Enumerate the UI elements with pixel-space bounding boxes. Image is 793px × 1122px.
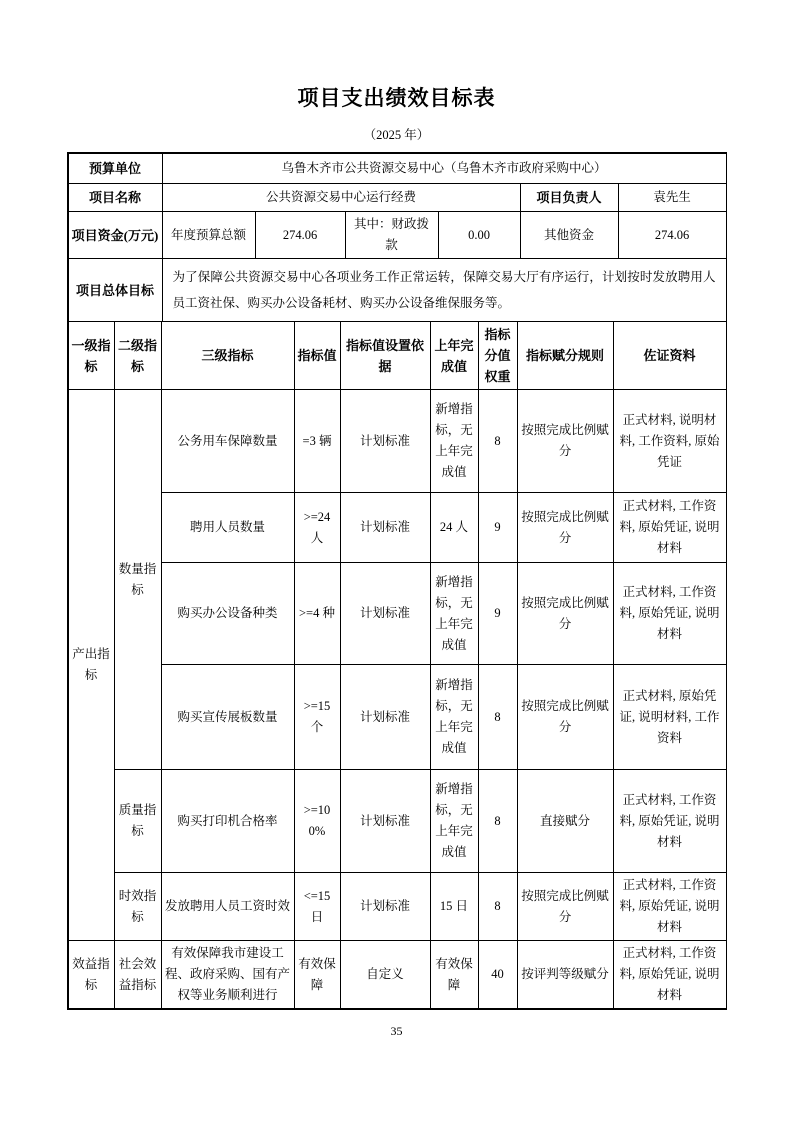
project-funds-row bbox=[68, 212, 726, 259]
cell-evidence: 正式材料, 原始凭证, 说明材料, 工作资料 bbox=[613, 665, 726, 770]
cell-rule: 按照完成比例赋分 bbox=[517, 873, 613, 941]
cell-rule: 按照完成比例赋分 bbox=[517, 563, 613, 665]
cell-weight: 40 bbox=[478, 941, 517, 1009]
project-leader-value: 袁先生 bbox=[618, 184, 726, 212]
cell-prev-year: 有效保障 bbox=[430, 941, 478, 1009]
project-leader-label: 项目负责人 bbox=[520, 184, 618, 212]
cell-level1: 产出指标 bbox=[68, 390, 114, 941]
cell-level3: 发放聘用人员工资时效 bbox=[161, 873, 294, 941]
table-row bbox=[68, 941, 726, 1009]
cell-level3: 购买办公设备种类 bbox=[161, 563, 294, 665]
other-funds-value: 274.06 bbox=[618, 212, 726, 259]
cell-basis: 计划标准 bbox=[340, 770, 430, 873]
fiscal-allocation-value: 0.00 bbox=[438, 212, 520, 259]
header-level1: 一级指标 bbox=[68, 322, 114, 390]
cell-weight: 9 bbox=[478, 563, 517, 665]
cell-basis: 计划标准 bbox=[340, 563, 430, 665]
cell-prev-year: 新增指标，无上年完成值 bbox=[430, 665, 478, 770]
cell-value: >=4 种 bbox=[294, 563, 340, 665]
overall-goal-row bbox=[68, 259, 726, 322]
cell-value: 有效保障 bbox=[294, 941, 340, 1009]
cell-evidence: 正式材料, 说明材料, 工作资料, 原始凭证 bbox=[613, 390, 726, 493]
cell-evidence: 正式材料, 工作资料, 原始凭证, 说明材料 bbox=[613, 941, 726, 1009]
cell-rule: 按照完成比例赋分 bbox=[517, 390, 613, 493]
header-weight: 指标分值权重 bbox=[478, 322, 517, 390]
cell-basis: 计划标准 bbox=[340, 665, 430, 770]
page-number: 35 bbox=[390, 1024, 403, 1038]
cell-prev-year: 24 人 bbox=[430, 493, 478, 563]
project-name-row bbox=[68, 184, 726, 212]
overall-goal-value: 为了保障公共资源交易中心各项业务工作正常运转，保障交易大厅有序运行，计划按时发放聘用人员工资社保、购买办公设备耗材、购买办公设备维保服务等。 bbox=[162, 259, 726, 322]
cell-prev-year: 新增指标，无上年完成值 bbox=[430, 390, 478, 493]
cell-evidence: 正式材料, 工作资料, 原始凭证, 说明材料 bbox=[613, 563, 726, 665]
cell-value: >=24 人 bbox=[294, 493, 340, 563]
page-title: 项目支出绩效目标表 bbox=[297, 86, 496, 110]
cell-level2: 社会效益指标 bbox=[114, 941, 161, 1009]
header-basis: 指标值设置依据 bbox=[340, 322, 430, 390]
cell-level2: 质量指标 bbox=[114, 770, 161, 873]
header-level3: 三级指标 bbox=[161, 322, 294, 390]
project-name-value: 公共资源交易中心运行经费 bbox=[162, 184, 520, 212]
cell-level3: 公务用车保障数量 bbox=[161, 390, 294, 493]
cell-evidence: 正式材料, 工作资料, 原始凭证, 说明材料 bbox=[613, 493, 726, 563]
header-level2: 二级指标 bbox=[114, 322, 161, 390]
cell-level3: 有效保障我市建设工程、政府采购、国有产权等业务顺利进行 bbox=[161, 941, 294, 1009]
cell-rule: 按照完成比例赋分 bbox=[517, 665, 613, 770]
cell-rule: 按照完成比例赋分 bbox=[517, 493, 613, 563]
cell-weight: 9 bbox=[478, 493, 517, 563]
cell-level3: 购买宣传展板数量 bbox=[161, 665, 294, 770]
page-subtitle: （2025 年） bbox=[363, 128, 430, 142]
cell-level1: 效益指标 bbox=[68, 941, 114, 1009]
project-info-table bbox=[68, 153, 727, 322]
indicator-header-row bbox=[68, 322, 726, 390]
budget-unit-value: 乌鲁木齐市公共资源交易中心（乌鲁木齐市政府采购中心） bbox=[162, 154, 726, 184]
project-funds-label: 项目资金(万元) bbox=[68, 212, 162, 259]
cell-value: >=100% bbox=[294, 770, 340, 873]
table-row bbox=[68, 563, 726, 665]
cell-weight: 8 bbox=[478, 770, 517, 873]
cell-prev-year: 新增指标，无上年完成值 bbox=[430, 770, 478, 873]
cell-basis: 计划标准 bbox=[340, 493, 430, 563]
cell-value: >=15 个 bbox=[294, 665, 340, 770]
cell-basis: 自定义 bbox=[340, 941, 430, 1009]
cell-prev-year: 新增指标，无上年完成值 bbox=[430, 563, 478, 665]
header-evidence: 佐证资料 bbox=[613, 322, 726, 390]
cell-rule: 按评判等级赋分 bbox=[517, 941, 613, 1009]
cell-weight: 8 bbox=[478, 390, 517, 493]
table-row bbox=[68, 770, 726, 873]
cell-level2: 数量指标 bbox=[114, 390, 161, 770]
table-row bbox=[68, 493, 726, 563]
performance-target-table bbox=[67, 152, 727, 1010]
fiscal-allocation-label: 其中：财政拨款 bbox=[345, 212, 438, 259]
cell-value: <=15 日 bbox=[294, 873, 340, 941]
budget-unit-row bbox=[68, 154, 726, 184]
header-rule: 指标赋分规则 bbox=[517, 322, 613, 390]
cell-weight: 8 bbox=[478, 873, 517, 941]
overall-goal-label: 项目总体目标 bbox=[68, 259, 162, 322]
other-funds-label: 其他资金 bbox=[520, 212, 618, 259]
table-row bbox=[68, 390, 726, 493]
annual-budget-label: 年度预算总额 bbox=[162, 212, 255, 259]
cell-basis: 计划标准 bbox=[340, 390, 430, 493]
budget-unit-label: 预算单位 bbox=[68, 154, 162, 184]
cell-level3: 聘用人员数量 bbox=[161, 493, 294, 563]
cell-level3: 购买打印机合格率 bbox=[161, 770, 294, 873]
cell-weight: 8 bbox=[478, 665, 517, 770]
table-row bbox=[68, 665, 726, 770]
cell-evidence: 正式材料, 工作资料, 原始凭证, 说明材料 bbox=[613, 770, 726, 873]
header-prev-year: 上年完成值 bbox=[430, 322, 478, 390]
header-value: 指标值 bbox=[294, 322, 340, 390]
table-row bbox=[68, 873, 726, 941]
cell-prev-year: 15 日 bbox=[430, 873, 478, 941]
project-name-label: 项目名称 bbox=[68, 184, 162, 212]
cell-level2: 时效指标 bbox=[114, 873, 161, 941]
cell-rule: 直接赋分 bbox=[517, 770, 613, 873]
cell-value: =3 辆 bbox=[294, 390, 340, 493]
cell-basis: 计划标准 bbox=[340, 873, 430, 941]
cell-evidence: 正式材料, 工作资料, 原始凭证, 说明材料 bbox=[613, 873, 726, 941]
indicator-table bbox=[68, 321, 727, 1009]
annual-budget-value: 274.06 bbox=[255, 212, 345, 259]
